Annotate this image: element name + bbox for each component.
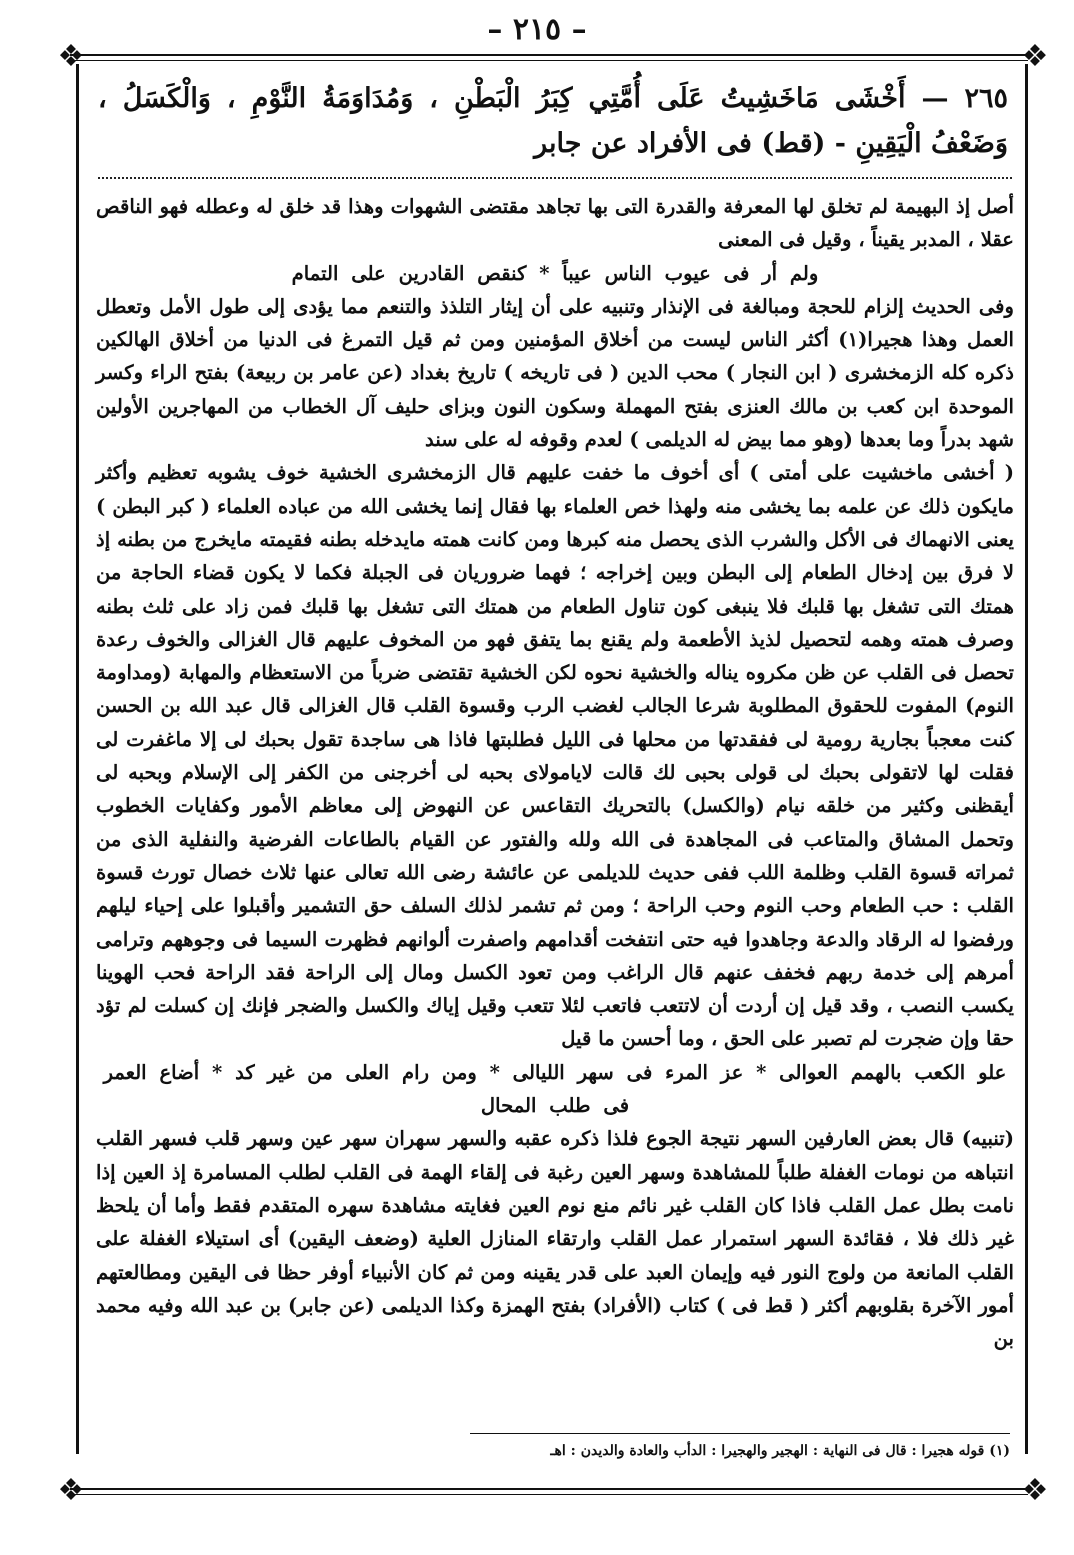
- commentary-paragraph: ( أخشى ماخشيت على أمتى ) أى أخوف ما خفت عليهم قال الزمخشرى الخشية خوف يشوبه تعظيم وأكثر مايكون ذلك عن علمه بما يخشى منه ولهذا خص العلماء بها فقال إنما يخشى الله من عباده العلماء ( كبر البطن ) يعنى الانهماك فى الأكل والشرب الذى يحصل منه كبرها ومن كانت همته مايدخله بطنه فقيمته مايخرج من بطنه إذ لا فرق بين إدخال الطعام إلى البطن وبين إخراجه ؛ فهما ضروريان فى الجبلة فكما لا يكون قضاء الحاجة من همتك التى تشغل بها قلبك فلا ينبغى كون تناول الطعام من همتك التى تشغل بها قلبك فمن زاد على ثلث بطنه وصرف همته وهمه لتحصيل لذيذ الأطعمة ولم يقنع بما يتفق فهو من المخوف عليهم قال الغزالى والخوف رعدة تحصل فى القلب عن ظن مكروه يناله والخشية نحوه لكن الخشية تقتضى ضرباً من الاستعظام والمهابة (ومداومة النوم) المفوت للحقوق المطلوبة شرعا الجالب لغضب الرب وقسوة القلب قال الغزالى قال عبد الله بن الحسن كنت معجباً بجارية رومية لى ففقدتها من محلها فى الليل فطلبتها فاذا هى ساجدة تقول بحبك لى إلا ماغفرت لى فقلت لها لاتقولى بحبك لى قولى بحبى لك قالت لايامولاى بحبه لى أخرجنى من الكفر إلى الإسلام وبحبه لى أيقظنى وكثير من خلقه نيام (والكسل) بالتحريك التقاعس عن النهوض إلى معاظم الأمور وكفايات الخطوب وتحمل المشاق والمتاعب فى المجاهدة فى الله ولله والفتور عن القيام بالطاعات الفرضية والنفلية الذى من ثمراته قسوة القلب وظلمة اللب ففى حديث للديلمى عن عائشة رضى الله تعالى عنها ثلاث خصال تورث قسوة القلب : حب الطعام وحب النوم وحب الراحة ؛ ومن ثم تشمر لذلك السلف حق التشمير وأقبلوا على إحياء ليلهم ورفضوا له الرقاد والدعة وجاهدوا فيه حتى انتفخت أقدامهم واصفرت ألوانهم فظهرت السيما فى وجوههم وترامى أمرهم إلى خدمة ربهم فخفف عنهم قال الراغب ومن تعود الكسل ومال إلى الراحة فقد الراحة فحب الهوينا يكسب النصب ، وقد قيل إن أردت أن لاتتعب فاتعب لئلا تتعب وقيل إياك والكسل والضجر فإنك إن كسلت لم تؤد حقا وإن ضجرت لم تصبر على الحق ، وما أحسن ما قيل: [96, 461, 1014, 1051]
- commentary-paragraph: (تنبيه) قال بعض العارفين السهر نتيجة الجوع فلذا ذكره عقبه والسهر سهران سهر عين وسهر قلب فسهر القلب انتباهه من نومات الغفلة طلباً للمشاهدة وسهر العين رغبة فى إلقاء الهمة فى القلب لطلب المسامرة إذ العين إذا نامت بطل عمل القلب فاذا كان القلب غير نائم منع نوم العين فغايته مشاهدة سهره المتقدم فقط وأما أن يلحظ غير ذلك فلا ، فقائدة السهر استمرار عمل القلب وارتقاء المنازل العلية (وضعف اليقين) أى استيلاء الغفلة على القلب المانعة من ولوج النور فيه وإيمان العبد على قدر يقينه ومن ثم كان الأنبياء أوفر حظا فى اليقين ومطالعتهم أمور الآخرة بقلوبهم أكثر ( قط فى ) كتاب (الأفراد) بفتح الهمزة وكذا الديلمى (عن جابر) بن عبد الله وفيه محمد بن: [96, 1127, 1014, 1351]
- flower-ornament-icon: ❖: [57, 39, 85, 74]
- commentary-paragraph: وفى الحديث إلزام للحجة ومبالغة فى الإنذار وتنبيه على أن إيثار التلذذ والتنعم مما يؤدى إلى طول الأمل وتعطل العمل وهذا هجيرا(١) أكثر الناس ليست من أخلاق المؤمنين ومن ثم قيل التمرغ فى الدنيا من أخلاق الهالكين ذكره كله الزمخشرى ( ابن النجار ) محب الدين ( فى تاريخه ) تاريخ بغداد (عن عامر بن ربيعة) بفتح الراء وكسر الموحدة ابن كعب بن مالك العنزى بفتح المهملة وسكون النون وبزاى حليف آل الخطاب من المهاجرين الأولين شهد بدراً وما بعدها (وهو مما بيض له الديلمى ) لعدم وقوفه له على سند: [96, 294, 1014, 452]
- dotted-separator: [98, 177, 1012, 179]
- hadith-text-block: [98, 76, 1008, 166]
- footnote-separator: [470, 1433, 1010, 1434]
- commentary-paragraph: أصل إذ البهيمة لم تخلق لها المعرفة والقدرة التى بها تجاهد مقتضى الشهوات وهذا قد خلق له وعطله فهو الناقص عقلا ، المدبر يقيناً ، وقيل فى المعنى: [96, 195, 1014, 252]
- bottom-border-rule: [70, 1488, 1028, 1490]
- hadith-text: — أَخْشَى مَاخَشِيتُ عَلَى أُمَّتِي كِبَرُ الْبَطْنِ ، وَمُدَاوَمَةُ النَّوْمِ ، وَالْكَسَلُ ، وَضَعْفُ الْيَقِينِ - (قط) فى الأفراد عن جابر: [98, 83, 1008, 159]
- poetry-verse: علو الكعب بالهمم العوالى * عز المرء فى سهر الليالى * ومن رام العلى من غير كد * أضاع العمر فى طلب المحال: [103, 1060, 1007, 1118]
- poetry-verse: ولم أر فى عيوب الناس عيباً * كنقص القادرين على التمام: [291, 261, 819, 285]
- flower-ornament-icon: ❖: [1021, 39, 1049, 74]
- flower-ornament-icon: ❖: [57, 1473, 85, 1508]
- flower-ornament-icon: ❖: [1021, 1473, 1049, 1508]
- page-number: – ٢١٥ –: [487, 12, 587, 47]
- footnote: (١) قوله هجيرا : قال فى النهاية : الهجير والهجيرا : الدأب والعادة والديدن : اهـ: [550, 1443, 1010, 1459]
- hadith-number: ٢٦٥: [964, 83, 1008, 114]
- commentary-block: [96, 190, 1014, 1355]
- top-border-rule: [70, 54, 1028, 56]
- top-border-rule-inner: [70, 60, 1028, 61]
- bottom-border-rule-inner: [70, 1494, 1028, 1495]
